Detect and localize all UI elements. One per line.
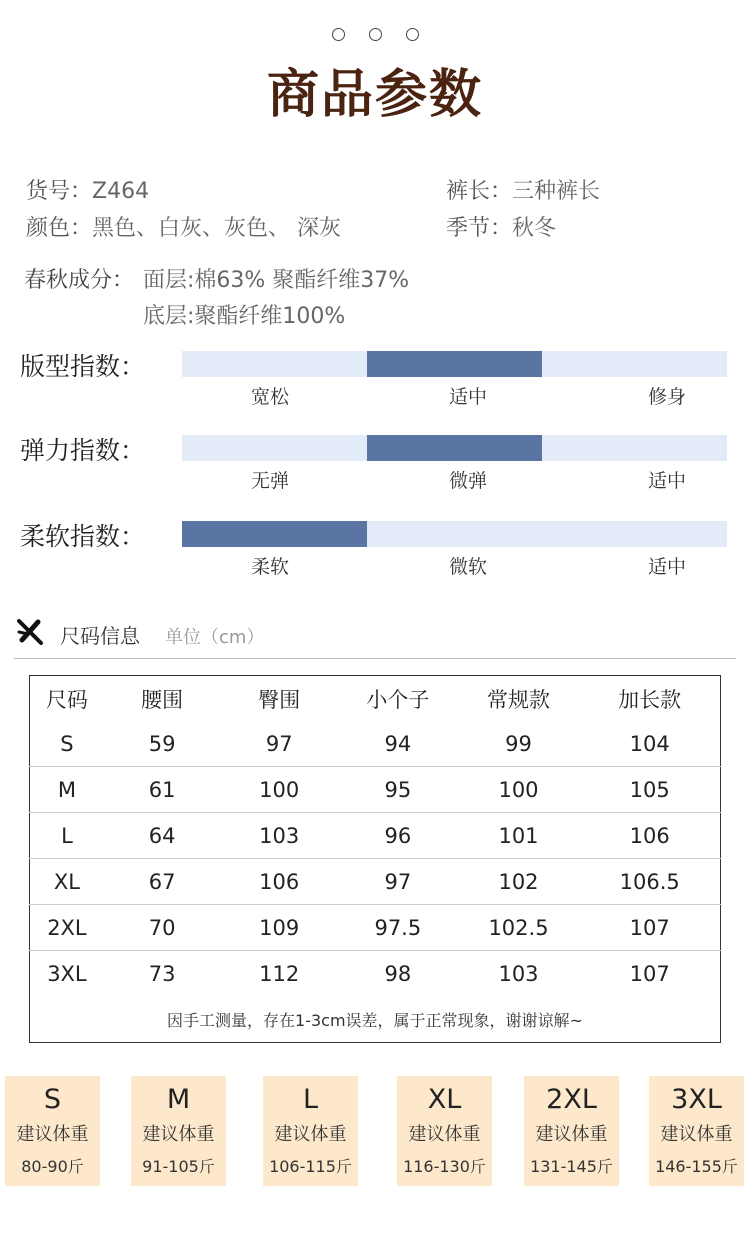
table-cell: 3XL <box>47 961 87 986</box>
table-row <box>30 813 721 859</box>
pants-length-value: 三种裤长 <box>512 179 601 204</box>
table-header-cell: 加长款 <box>618 687 682 712</box>
season-value: 秋冬 <box>512 216 557 241</box>
table-cell: 67 <box>104 859 221 905</box>
weight-card-label: 建议体重 <box>535 1124 608 1145</box>
index-bar <box>182 435 727 461</box>
item-number-value: Z464 <box>92 179 150 204</box>
weight-card <box>397 1076 492 1186</box>
index-bar-fill <box>182 521 367 547</box>
weight-card-size: 3XL <box>671 1084 722 1115</box>
table-cell: 97 <box>220 721 338 767</box>
weight-card-size: XL <box>427 1084 462 1115</box>
table-header-cell: 小个子 <box>366 687 430 712</box>
weight-card <box>263 1076 358 1186</box>
page-title: 商品参数 <box>266 65 483 125</box>
weight-card-weight: 131-145斤 <box>530 1157 613 1176</box>
table-cell: 95 <box>338 767 458 813</box>
weight-card-weight: 91-105斤 <box>142 1157 215 1176</box>
index-tick-label: 适中 <box>647 470 686 492</box>
table-cell: 96 <box>338 813 458 859</box>
table-cell: 97 <box>338 859 458 905</box>
table-row <box>30 767 721 813</box>
table-cell: 105 <box>579 767 720 813</box>
table-cell: 109 <box>220 905 338 951</box>
weight-card-label: 建议体重 <box>142 1124 215 1145</box>
circle-icon <box>369 28 382 41</box>
table-row <box>30 721 721 767</box>
table-cell: 104 <box>579 721 720 767</box>
table-header-cell: 臀围 <box>258 687 301 712</box>
table-cell: 112 <box>259 961 300 986</box>
index-label: 弹力指数： <box>20 436 146 465</box>
table-row <box>30 859 721 905</box>
unit-label: 单位（cm） <box>165 627 265 648</box>
table-header-cell: 常规款 <box>487 687 550 712</box>
pants-length <box>446 174 600 205</box>
index-tick-label: 适中 <box>647 556 686 578</box>
weight-card <box>524 1076 619 1186</box>
weight-card <box>131 1076 226 1186</box>
index-tick-label: 微软 <box>448 556 487 578</box>
table-cell: L <box>30 813 104 859</box>
table-cell: M <box>30 767 104 813</box>
table-header-cell: 腰围 <box>141 687 184 712</box>
weight-card <box>5 1076 100 1186</box>
weight-card-weight: 116-130斤 <box>403 1157 486 1176</box>
table-cell: 98 <box>384 961 412 986</box>
weight-card-size: L <box>302 1084 319 1115</box>
table-cell: S <box>30 721 104 767</box>
table-cell: 100 <box>458 767 580 813</box>
table-cell: 101 <box>458 813 580 859</box>
weight-card-weight: 80-90斤 <box>21 1157 84 1176</box>
table-cell: XL <box>30 859 104 905</box>
composition-label: 春秋成分： <box>24 268 135 293</box>
color-label: 颜色： <box>26 216 93 241</box>
index-tick-label: 微弹 <box>448 470 487 492</box>
table-cell: 107 <box>579 905 720 951</box>
table-cell: 2XL <box>30 905 104 951</box>
pants-length-label: 裤长： <box>446 179 513 204</box>
circle-icon <box>406 28 419 41</box>
weight-card-weight: 106-115斤 <box>269 1157 352 1176</box>
circle-icon <box>332 28 345 41</box>
table-cell: 103 <box>220 813 338 859</box>
index-label: 柔软指数： <box>20 522 146 551</box>
table-cell: 107 <box>629 961 670 986</box>
table-row <box>30 951 721 997</box>
season-label: 季节： <box>446 216 513 241</box>
weight-card-label: 建议体重 <box>16 1124 89 1145</box>
index-bar <box>182 351 727 377</box>
table-cell: 64 <box>104 813 221 859</box>
index-bar-fill <box>367 435 541 461</box>
size-table <box>29 675 721 1043</box>
scissors-icon <box>16 618 44 646</box>
table-cell: 59 <box>104 721 221 767</box>
weight-card-size: M <box>166 1084 191 1115</box>
index-label: 版型指数： <box>20 352 146 381</box>
weight-card-size: 2XL <box>546 1084 597 1115</box>
table-cell: 99 <box>458 721 580 767</box>
table-cell: 70 <box>104 905 221 951</box>
table-cell: 61 <box>104 767 221 813</box>
index-tick-label: 无弹 <box>250 470 289 492</box>
weight-card-label: 建议体重 <box>274 1124 347 1145</box>
weight-card-size: S <box>43 1084 62 1115</box>
table-cell: 106.5 <box>579 859 720 905</box>
index-tick-label: 宽松 <box>250 386 289 408</box>
index-bar-fill <box>367 351 541 377</box>
measurement-note: 因手工测量，存在1-3cm误差，属于正常现象，谢谢谅解~ <box>167 1010 583 1030</box>
table-cell: 102 <box>458 859 580 905</box>
color-info <box>26 211 341 242</box>
weight-card-label: 建议体重 <box>660 1124 733 1145</box>
weight-card-label: 建议体重 <box>408 1124 481 1145</box>
index-tick-label: 适中 <box>448 386 487 408</box>
table-cell: 97.5 <box>338 905 458 951</box>
composition-bottom: 底层:聚酯纤维100% <box>143 304 346 329</box>
table-cell: 103 <box>498 961 539 986</box>
table-cell: 102.5 <box>458 905 580 951</box>
table-header-cell: 尺码 <box>45 687 88 712</box>
decorative-dots <box>0 26 750 45</box>
table-cell: 106 <box>579 813 720 859</box>
divider <box>14 658 736 659</box>
index-tick-label: 柔软 <box>250 556 289 578</box>
table-note-row <box>30 996 721 1043</box>
index-bar <box>182 521 727 547</box>
table-cell: 100 <box>220 767 338 813</box>
composition-top: 面层:棉63% 聚酯纤维37% <box>143 268 410 293</box>
index-tick-label: 修身 <box>647 386 686 408</box>
size-info-heading: 尺码信息 <box>60 624 140 648</box>
weight-card-weight: 146-155斤 <box>655 1157 738 1176</box>
item-number <box>26 174 149 205</box>
item-number-label: 货号： <box>26 179 93 204</box>
table-cell: 106 <box>220 859 338 905</box>
table-header-row <box>30 676 721 722</box>
table-cell: 94 <box>338 721 458 767</box>
color-value: 黑色、白灰、灰色、 深灰 <box>92 216 342 241</box>
weight-card <box>649 1076 744 1186</box>
table-row <box>30 905 721 951</box>
season-info <box>446 211 556 242</box>
table-cell: 73 <box>148 961 176 986</box>
